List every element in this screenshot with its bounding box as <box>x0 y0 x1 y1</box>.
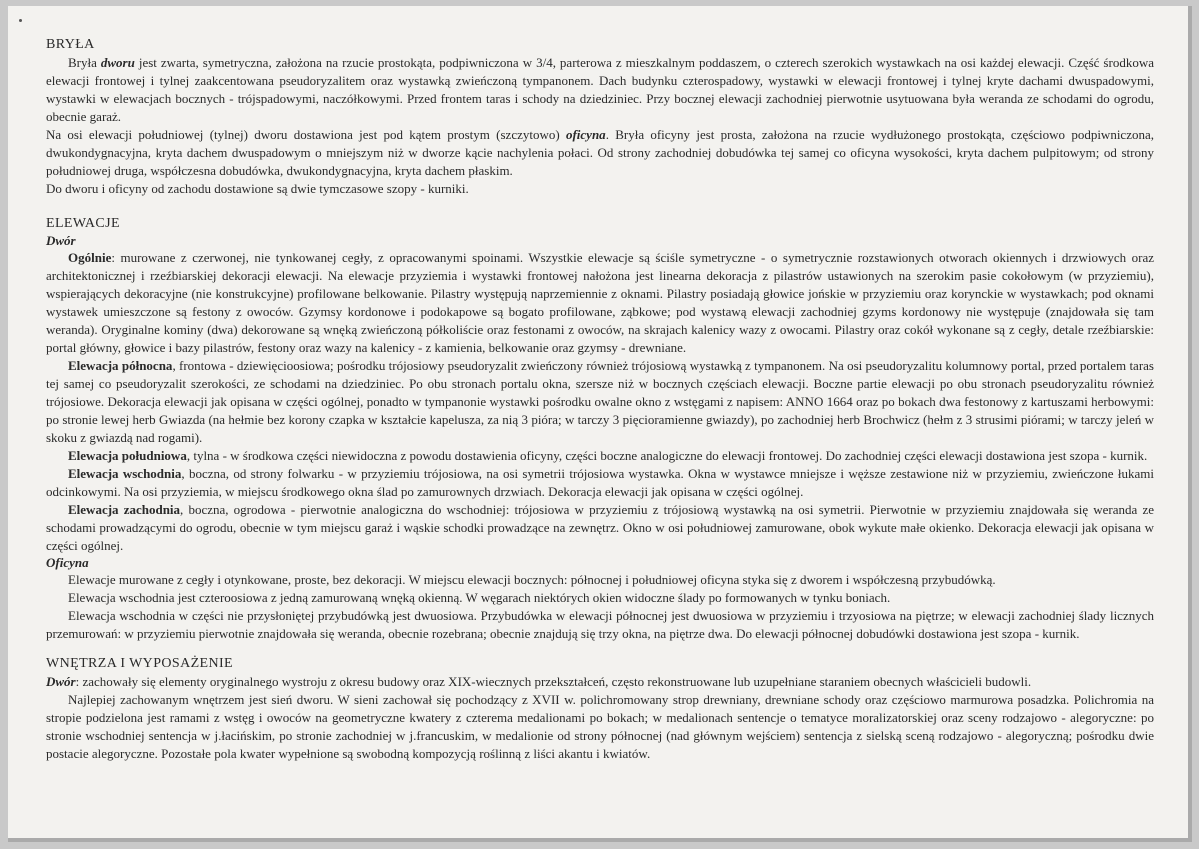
paragraph-elewacja-polnocna <box>46 357 1154 447</box>
text-run: . Bryła oficyny jest prosta, założona na rzucie wydłużonego prostokąta, częściowo podpiwniczona, dwukondygnacyjna, kryta dachem dwuspadowym o mniejszym niż w dworze kącie nachylenia połaci. Od strony zachodniej dobudówka tej samej co oficyna wysokości, kryta dachem pulpitowym; od strony południowej druga, współczesna dobudówka, dwukondygnacyjna, kryta dachem płaskim. <box>46 127 1154 178</box>
paragraph-wnetrza-2: Najlepiej zachowanym wnętrzem jest sień dworu. W sieni zachował się pochodzący z XVII w. polichromowany strop drewniany, drewniane schody oraz częściowo marmurowa posadzka. Polichromia na stropie podzielona jest ramami z wstęg i owoców na geometryczne kwatery z czterema medalionami po bokach; w medalionach sentencje o tematyce moralizatorskiej oraz sceny rodzajowo - alegoryczne: po stronie wschodniej sentencja w j.łacińskim, po stronie zachodniej w j.francuskim, w medalionie od strony północnej (nad głównym wejściem) sentencja z sielską sceną rodzajowo - alegoryczną; pośrodku dwie postacie alegoryczne. Pozostałe pola kwater wypełnione są swobodną kompozycją roślinną z liści akantu i kwiatów. <box>46 692 1154 761</box>
lead-elewacja-polnocna: Elewacja północna <box>68 358 173 373</box>
section-bryla <box>46 36 1154 198</box>
margin-dot <box>19 19 22 22</box>
emphasis-dworu: dworu <box>100 55 135 70</box>
document-body <box>46 36 1154 763</box>
lead-elewacja-poludniowa: Elewacja południowa <box>68 448 187 463</box>
text-run: , frontowa - dziewięcioosiowa; pośrodku trójosiowy pseudoryzalit zwieńczony również trójosiową wystawką z tympanonem. Na osi pseudoryzalitu kolumnowy portal, przed portalem taras tej samej co pseudoryzalit szerokości, ze schodami na dziedziniec. Po obu stronach portalu okna, szersze niż w bocznych częściach elewacji. Boczne partie elewacji po obu stronach pseudoryzalitu również trójosiowe. Dekoracja elewacji jak opisana w części ogólnej, ponadto w tympanonie wystawki pośrodku owalne okno z wstęgami z napisem: ANNO 1664 oraz po bokach dwa festonowy z kartuszami herbowymi: po stronie lewej herb Gwiazda (na hełmie bez korony czapka w kształcie kapelusza, za nią 3 pióra; w tarczy 3 pięcioramienne gwiazdy), po zachodniej herb Brochwicz (hełm z 3 strusimi piórami; w tarczy jeleń w skoku z gwiazdą nad rogami). <box>46 358 1154 445</box>
paragraph-elewacja-poludniowa <box>46 447 1154 465</box>
heading-elewacje: ELEWACJE <box>46 216 120 231</box>
paragraph-oficyna-2: Elewacja wschodnia jest czteroosiowa z jedną zamurowaną wnęką okienną. W węgarach niektórych okien widoczne ślady po formowanych w tynku boniach. <box>68 590 891 605</box>
text-run: , boczna, ogrodowa - pierwotnie analogiczna do wschodniej: trójosiowa w przyziemiu z trójosiową wystawką na osi symetrii. Pierwotnie w przyziemiu znajdowała się weranda ze schodami prowadzącymi do ogrodu, obecnie w tym miejscu garaż i wąskie schodki prowadzące na zewnętrz. Okno w osi południowej zamurowane, obok wykute małe okienko. Dekoracja elewacji jak opisana w części ogólnej. <box>46 502 1154 553</box>
section-wnetrza <box>46 655 1154 763</box>
lead-ogolnie: Ogólnie <box>68 250 112 265</box>
text-run: : murowane z czerwonej, nie tynkowanej cegły, z opracowanymi spoinami. Wszystkie elewacje są ściśle symetryczne - o symetrycznie rozstawionych otworach okiennych i drzwiowych oraz architektonicznej i rzeźbiarskiej dekoracji elewacji. Na elewacje przyziemia i wystawki frontowej nałożona jest linearna dekoracja z pilastrów ustawionych na szerokim pasie cokołowym (w przyziemiu), wspierających dekoracyjne (nie konstrukcyjne) profilowane belkowanie. Pilastry występują naprzemiennie z oknami. Pilastry posiadają głowice jońskie w przyziemiu oraz korynckie w wystawkach; pod oknami wystawek umieszczone są festony z owoców. Gzymsy kordonowe i podokapowe są bogato profilowane, ząbkowe; pod wystawą elewacji zachodniej gzyms kordonowy nie występuje (znajdowała się tam weranda). Oryginalne kominy (dwa) dekorowane są wnęką zwieńczoną półkoliście oraz festonami z owoców, na skrajach kalenicy wazy z owocami. Pilastry oraz cokół wykonane są z cegły, detale rzeźbiarskie: portal główny, głowice i bazy pilastrów, festony oraz wazy na kalenicy - z kamienia, belkowanie oraz gzymsy - drewniane. <box>46 250 1154 355</box>
text-run: , tylna - w środkowa części niewidoczna z powodu dostawienia oficyny, części boczne analogiczne do elewacji frontowej. Do zachodniej części elewacji dostawiona jest szopa - kurnik. <box>186 448 1148 463</box>
paragraph-wnetrza-1 <box>46 673 1154 691</box>
text-run: : zachowały się elementy oryginalnego wystroju z okresu budowy oraz XIX-wiecznych przekształceń, często rekonstruowane lub uzupełniane staraniem obecnych właścicieli budowli. <box>75 674 1032 689</box>
subheading-oficyna: Oficyna <box>46 555 89 570</box>
document-page <box>8 6 1192 842</box>
text-run: jest zwarta, symetryczna, założona na rzucie prostokąta, podpiwniczona w 3/4, parterowa z mieszkalnym poddaszem, o czterech szerokich wystawkach na osi każdej elewacji. Część środkowa elewacji frontowej i tylnej zaakcentowana pseudoryzalitem oraz wystawką zwieńczoną tympanonem. Dach budynku czterospadowy, wystawki w elewacji frontowej i tylnej kryte dachami dwuspadowymi, wystawki w elewacjach bocznych - trójspadowymi, naczółkowymi. Przed frontem taras i schody na dziedziniec. Przy bocznej elewacji zachodniej pierwotnie usytuowana była weranda ze schodami do ogrodu, obecnie garaż. <box>46 55 1154 124</box>
paragraph-elewacja-wschodnia <box>46 465 1154 501</box>
lead-dwor: Dwór <box>46 674 76 689</box>
subheading-dwor: Dwór <box>46 233 76 248</box>
paragraph-oficyna-1: Elewacje murowane z cegły i otynkowane, proste, bez dekoracji. W miejscu elewacji bocznych: północnej i południowej oficyna styka się z dworem i współczesną przybudówką. <box>68 572 996 587</box>
paragraph-bryla-1 <box>46 54 1154 126</box>
paragraph-elewacja-zachodnia <box>46 501 1154 555</box>
lead-elewacja-zachodnia: Elewacja zachodnia <box>68 502 181 517</box>
paragraph-ogolnie <box>46 249 1154 357</box>
text-run: Bryła <box>68 55 101 70</box>
section-elewacje <box>46 215 1154 643</box>
text-run: , boczna, od strony folwarku - w przyziemiu trójosiowa, na osi symetrii trójosiowa wystawka. Okna w wystawce mniejsze i węższe zestawione niż w przyziemiu, zwieńczone łukami odcinkowymi. Na osi przyziemia, w miejscu środkowego okna ślad po zamurownych drzwiach. Dekoracja elewacji jak opisana w części ogólnej. <box>46 466 1155 499</box>
heading-bryla: BRYŁA <box>46 37 95 52</box>
paragraph-oficyna-3: Elewacja wschodnia w części nie przysłoniętej przybudówką jest dwuosiowa. Przybudówka w elewacji północnej jest dwuosiowa w przyziemiu i trzyosiowa na piętrze; w elewacji zachodniej ślady licznych przemurowań: w przyziemiu pierwotnie znajdowała się weranda, obecnie rozebrana; obecnie znajdują się trzy okna, na piętrze dwa. Do elewacji północnej dobudówki dostawiona jest szopa - kurnik. <box>46 608 1154 641</box>
lead-elewacja-wschodnia: Elewacja wschodnia <box>68 466 182 481</box>
emphasis-oficyna: oficyna <box>565 127 606 142</box>
paragraph-bryla-2 <box>46 126 1154 180</box>
text-run: Na osi elewacji południowej (tylnej) dworu dostawiona jest pod kątem prostym (szczytowo) <box>46 127 566 142</box>
paragraph-bryla-3: Do dworu i oficyny od zachodu dostawione są dwie tymczasowe szopy - kurniki. <box>46 181 469 196</box>
heading-wnetrza: WNĘTRZA I WYPOSAŻENIE <box>46 656 234 671</box>
